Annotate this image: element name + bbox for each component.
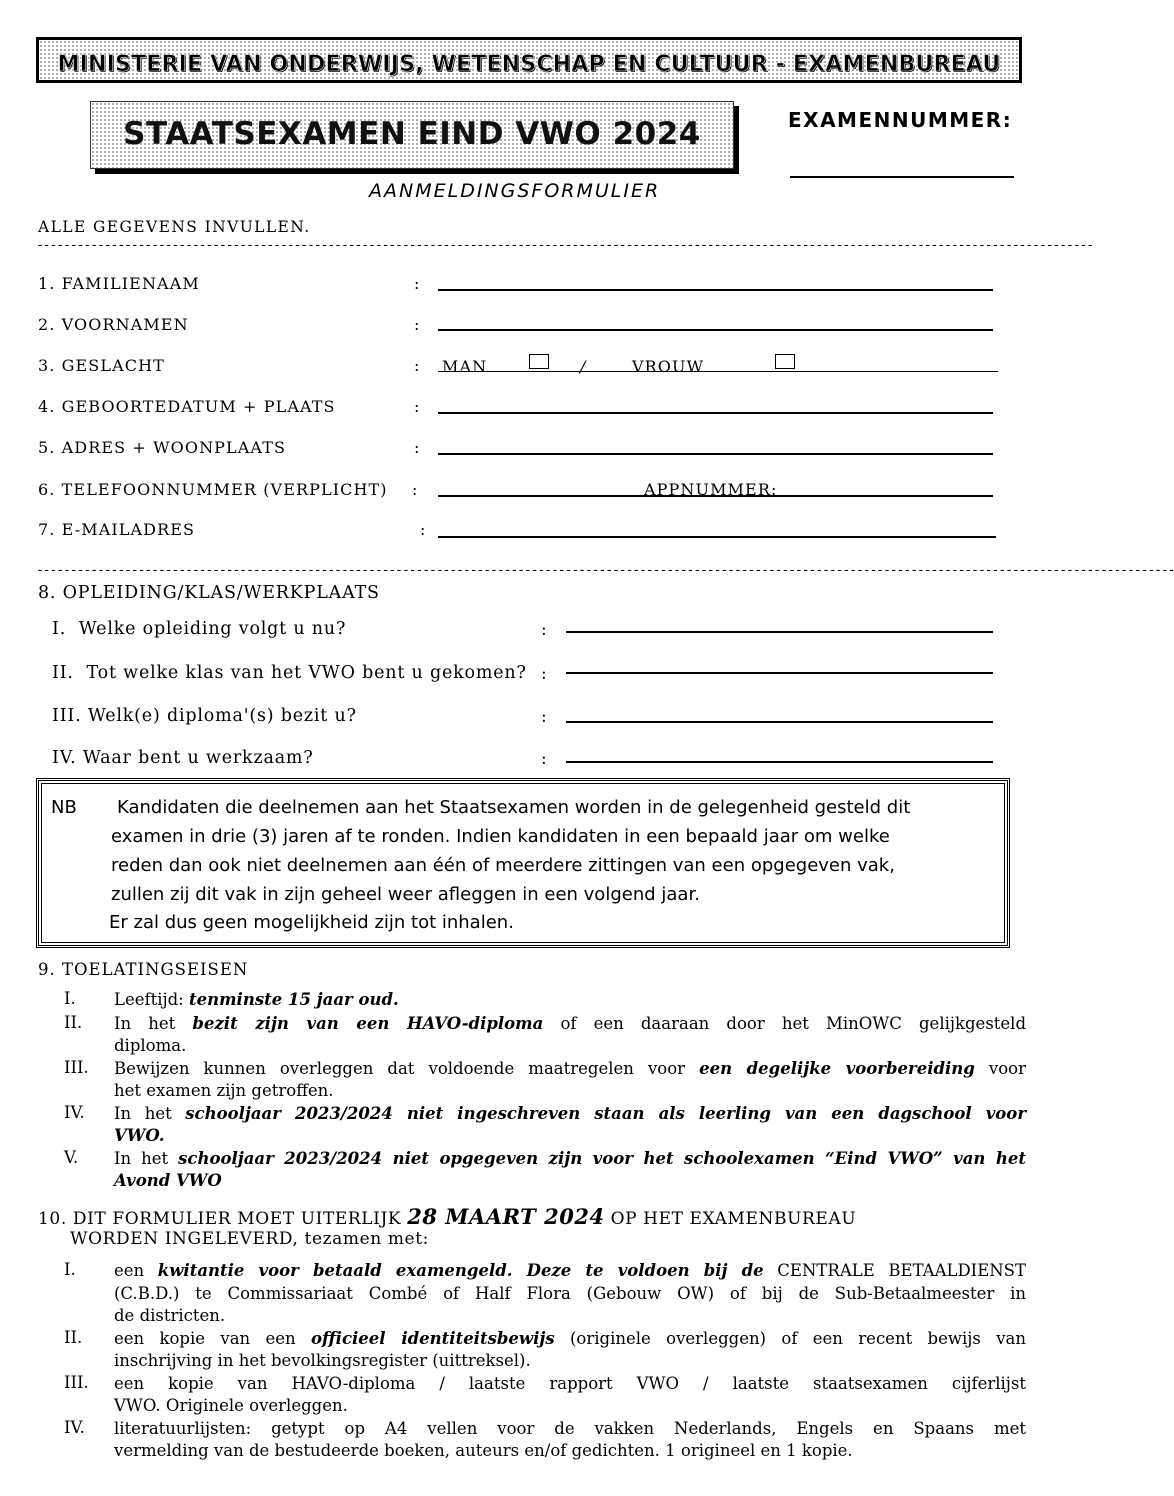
submission-diploma-copy-cont: VWO. Originele overleggen. bbox=[114, 1396, 348, 1415]
requirement-preparation: Bewijzen kunnen overleggen dat voldoende maatregelen voor een degelijke voorbereiding voor bbox=[114, 1059, 1026, 1078]
requirement-havo: In het bezit zijn van een HAVO-diploma of een daaraan door het MinOWC gelijkgesteld bbox=[114, 1014, 1027, 1033]
submission-heading: 10. DIT FORMULIER MOET UITERLIJK 28 MAART 2024 OP HET EXAMENBUREAU bbox=[38, 1204, 857, 1229]
colon: : bbox=[420, 520, 426, 539]
submission-identity: een kopie van een officieel identiteitsbewijs (originele overleggen) of een recent bewijs van bbox=[114, 1329, 1026, 1348]
sub-num: III. bbox=[64, 1373, 89, 1392]
gender-separator: / bbox=[580, 357, 587, 376]
submission-receipt-cont: (C.B.D.) te Commissariaat Combé of Half Flora (Gebouw OW) of bij de Sub-Betaalmeester in bbox=[114, 1284, 1026, 1303]
diploma-field[interactable] bbox=[566, 721, 993, 723]
geboortedatum-field[interactable] bbox=[438, 412, 993, 414]
geslacht-line bbox=[438, 371, 998, 372]
submission-diploma-copy: een kopie van HAVO-diploma / laatste rapport VWO / laatste staatsexamen cijferlijst bbox=[114, 1374, 1026, 1393]
gender-man-checkbox[interactable] bbox=[529, 354, 549, 369]
nb-line: reden dan ook niet deelnemen aan één of meerdere zittingen van een opgegeven vak, bbox=[111, 855, 895, 876]
email-field[interactable] bbox=[438, 536, 996, 538]
field-label-voornamen: 2. VOORNAMEN bbox=[38, 315, 189, 334]
form-subtitle: AANMELDINGSFORMULIER bbox=[369, 180, 661, 202]
submission-literature: literatuurlijsten: getypt op A4 vellen voor de vakken Nederlands, Engels en Spaans met bbox=[114, 1419, 1026, 1438]
education-question-class: II. Tot welke klas van het VWO bent u gekomen? bbox=[52, 663, 527, 683]
nb-line: Kandidaten die deelnemen aan het Staatsexamen worden in de gelegenheid gesteld dit bbox=[117, 797, 911, 818]
submission-heading-cont: WORDEN INGELEVERD, tezamen met: bbox=[70, 1229, 429, 1249]
class-field[interactable] bbox=[566, 672, 993, 674]
familienaam-field[interactable] bbox=[438, 289, 993, 291]
colon: : bbox=[414, 315, 420, 334]
sub-num: I. bbox=[64, 1260, 76, 1279]
exam-title: STAATSEXAMEN EIND VWO 2024 bbox=[123, 116, 701, 152]
field-label-telefoon: 6. TELEFOONNUMMER (VERPLICHT) bbox=[38, 480, 388, 499]
requirement-age: Leeftijd: tenminste 15 jaar oud. bbox=[114, 990, 399, 1009]
requirement-evening-cont: Avond VWO bbox=[114, 1171, 222, 1190]
submission-identity-cont: inschrijving in het bevolkingsregister (uittreksel). bbox=[114, 1351, 531, 1370]
ministry-banner bbox=[36, 37, 1022, 83]
exam-number-field[interactable] bbox=[790, 176, 1014, 178]
nb-notice-box bbox=[36, 778, 1010, 948]
colon: : bbox=[412, 480, 418, 499]
requirement-dayschool: In het schooljaar 2023/2024 niet ingeschreven staan als leerling van een dagschool voor bbox=[114, 1104, 1027, 1123]
education-question-current: I. Welke opleiding volgt u nu? bbox=[52, 619, 347, 639]
app-number-label: APPNUMMER: bbox=[644, 480, 778, 499]
ministry-name: MINISTERIE VAN ONDERWIJS, WETENSCHAP EN CULTUUR - EXAMENBUREAU bbox=[57, 52, 1001, 77]
requirement-havo-cont: diploma. bbox=[114, 1036, 187, 1055]
nb-line: examen in drie (3) jaren af te ronden. Indien kandidaten in een bepaald jaar om welke bbox=[111, 826, 890, 847]
sub-num: IV. bbox=[64, 1418, 85, 1437]
exam-title-box bbox=[90, 101, 734, 169]
field-label-geboortedatum: 4. GEBOORTEDATUM + PLAATS bbox=[38, 397, 336, 416]
divider-2: ------------------------------------------------------------------------------------------------------------------------------------------------------------------------ bbox=[36, 563, 1174, 578]
work-field[interactable] bbox=[566, 761, 993, 763]
requirements-heading: 9. TOELATINGSEISEN bbox=[38, 960, 249, 979]
field-label-familienaam: 1. FAMILIENAAM bbox=[38, 274, 200, 293]
colon: : bbox=[541, 620, 547, 640]
nb-line: Er zal dus geen mogelijkheid zijn tot inhalen. bbox=[109, 912, 514, 933]
nb-tag: NB bbox=[51, 797, 77, 818]
gender-vrouw-checkbox[interactable] bbox=[775, 354, 795, 369]
requirement-dayschool-cont: VWO. bbox=[114, 1126, 165, 1145]
req-num: II. bbox=[64, 1013, 83, 1032]
req-num: III. bbox=[64, 1058, 89, 1077]
submission-literature-cont: vermelding van de bestudeerde boeken, auteurs en/of gedichten. 1 origineel en 1 kopie. bbox=[114, 1441, 853, 1460]
field-label-adres: 5. ADRES + WOONPLAATS bbox=[38, 438, 287, 457]
education-question-work: IV. Waar bent u werkzaam? bbox=[52, 748, 314, 768]
colon: : bbox=[541, 664, 547, 684]
req-num: V. bbox=[64, 1148, 79, 1167]
req-num: IV. bbox=[64, 1103, 85, 1122]
exam-number-label: EXAMENNUMMER: bbox=[788, 108, 1013, 132]
adres-field[interactable] bbox=[438, 453, 993, 455]
colon: : bbox=[414, 356, 420, 375]
colon: : bbox=[414, 274, 420, 293]
divider-1: ------------------------------------------------------------------------------------------------------------------------------------------------------------ bbox=[36, 238, 1094, 253]
voornamen-field[interactable] bbox=[438, 329, 993, 331]
gender-man-label: MAN bbox=[442, 357, 488, 376]
instruction-text: ALLE GEGEVENS INVULLEN. bbox=[38, 218, 311, 236]
colon: : bbox=[414, 438, 420, 457]
sub-num: II. bbox=[64, 1328, 83, 1347]
current-education-field[interactable] bbox=[566, 631, 993, 633]
education-heading: 8. OPLEIDING/KLAS/WERKPLAATS bbox=[38, 583, 380, 603]
colon: : bbox=[541, 749, 547, 769]
colon: : bbox=[541, 707, 547, 727]
nb-line: zullen zij dit vak in zijn geheel weer afleggen in een volgend jaar. bbox=[111, 884, 700, 905]
requirement-preparation-cont: het examen zijn getroffen. bbox=[114, 1081, 334, 1100]
submission-receipt: een kwitantie voor betaald examengeld. Deze te voldoen bij de CENTRALE BETAALDIENST bbox=[114, 1261, 1026, 1280]
colon: : bbox=[414, 397, 420, 416]
field-label-email: 7. E-MAILADRES bbox=[38, 520, 196, 539]
education-question-diploma: III. Welk(e) diploma'(s) bezit u? bbox=[52, 706, 357, 726]
req-num: I. bbox=[64, 989, 76, 1008]
requirement-evening: In het schooljaar 2023/2024 niet opgegeven zijn voor het schoolexamen “Eind VWO” van het bbox=[114, 1149, 1027, 1168]
field-label-geslacht: 3. GESLACHT bbox=[38, 356, 165, 375]
gender-vrouw-label: VROUW bbox=[632, 357, 705, 376]
submission-receipt-cont2: de districten. bbox=[114, 1306, 226, 1325]
